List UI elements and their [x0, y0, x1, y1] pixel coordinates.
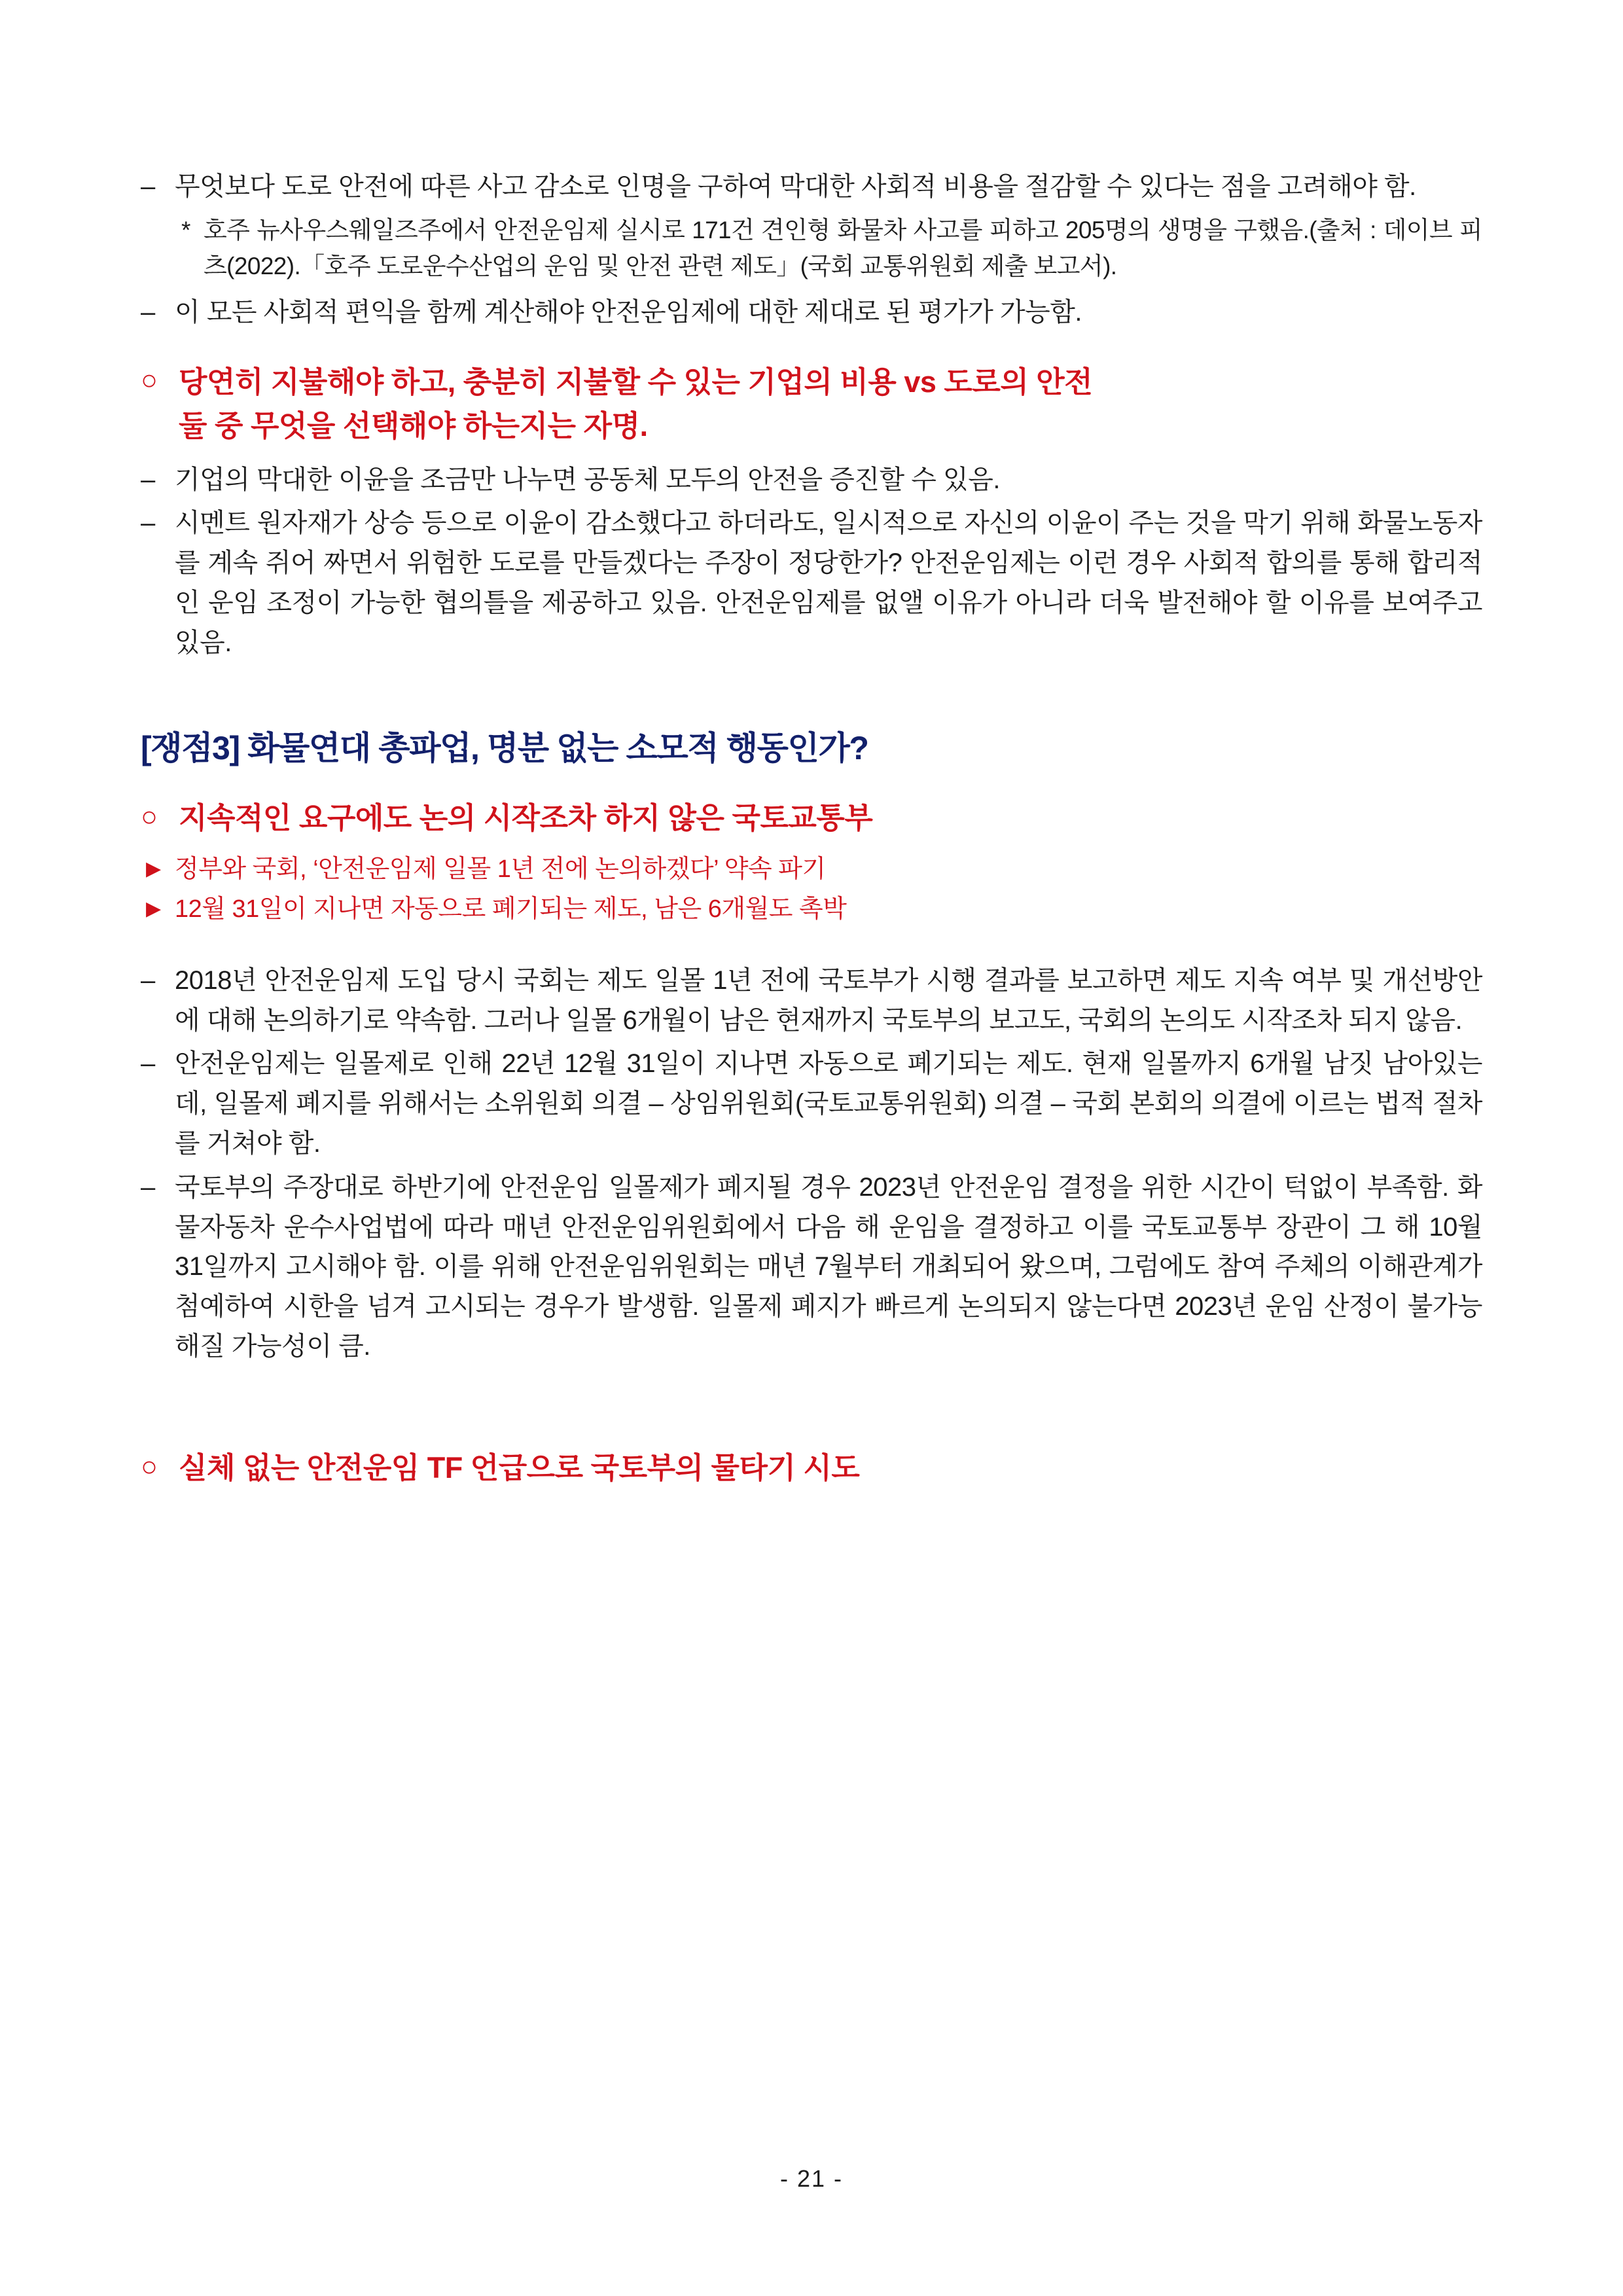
list-item — [141, 167, 1482, 207]
highlight-item — [146, 851, 1482, 888]
list-item — [141, 961, 1482, 1041]
list-item — [141, 460, 1482, 500]
page-number: - 21 - — [779, 2165, 844, 2192]
heading-tf-mention — [141, 1446, 1482, 1489]
heading-cost-vs-safety — [141, 360, 1482, 448]
dash-marker: – — [141, 1049, 155, 1079]
triangle-icon: ▶ — [146, 897, 161, 920]
footnote-text: 호주 뉴사우스웨일즈주에서 안전운임제 실시로 171건 견인형 화물차 사고를 피하고 205명의 생명을 구했음.(출처 : 데이브 피츠(2022).「호주 도로운수산업의 운임 및 안전 관련 제도」(국회 교통위원회 제출 보고서). — [204, 216, 1482, 280]
circle-marker: ○ — [141, 800, 158, 833]
list-item — [141, 1044, 1482, 1163]
heading-line-1: 당연히 지불해야 하고, 충분히 지불할 수 있는 기업의 비용 vs 도로의 안전 — [179, 365, 1093, 399]
highlight-text: 12월 31일이 지나면 자동으로 폐기되는 제도, 남은 6개월도 촉박 — [175, 895, 847, 923]
list-item-text: 기업의 막대한 이윤을 조금만 나누면 공동체 모두의 안전을 증진할 수 있음. — [175, 465, 1000, 494]
dash-marker: – — [141, 297, 155, 327]
dash-marker: – — [141, 465, 155, 494]
list-item-text: 무엇보다 도로 안전에 따른 사고 감소로 인명을 구하여 막대한 사회적 비용을 절감할 수 있다는 점을 고려해야 함. — [175, 172, 1416, 201]
heading-no-discussion — [141, 797, 1482, 839]
asterisk-marker: * — [181, 216, 190, 243]
dash-marker: – — [141, 509, 155, 538]
list-item — [141, 1168, 1482, 1367]
list-item-text: 시멘트 원자재가 상승 등으로 이윤이 감소했다고 하더라도, 일시적으로 자신의 이윤이 주는 것을 막기 위해 화물노동자를 계속 쥐어 짜면서 위험한 도로를 만들겠다는 주장이 정당한가? 안전운임제는 이런 경우 사회적 합의를 통해 합리적인 운임 조정이 가능한 협의틀을 제공하고 있음. 안전운임제를 없앨 이유가 아니라 더욱 발전해야 할 이유를 보여주고 있음. — [175, 509, 1482, 657]
list-item-text: 안전운임제는 일몰제로 인해 22년 12월 31일이 지나면 자동으로 폐기되는 제도. 현재 일몰까지 6개월 남짓 남아있는데, 일몰제 폐지를 위해서는 소위원회 의결 – 상임위원회(국토교통위원회) 의결 – 국회 본회의 의결에 이르는 법적 절차를 거쳐야 함. — [175, 1049, 1482, 1158]
list-item — [141, 293, 1482, 332]
heading-text: 지속적인 요구에도 논의 시작조차 하지 않은 국토교통부 — [179, 800, 873, 834]
heading-line-2: 둘 중 무엇을 선택해야 하는지는 자명. — [179, 409, 648, 443]
highlight-item — [146, 891, 1482, 928]
dash-marker: – — [141, 172, 155, 201]
heading-text-wrapper — [179, 360, 1482, 448]
circle-marker: ○ — [141, 364, 158, 396]
list-item-text: 국토부의 주장대로 하반기에 안전운임 일몰제가 폐지될 경우 2023년 안전운임 결정을 위한 시간이 턱없이 부족함. 화물자동차 운수사업법에 따라 매년 안전운임위원회에서 다음 해 운임을 결정하고 이를 국토교통부 장관이 그 해 10월 31일까지 고시해야 함. 이를 위해 안전운임위원회는 매년 7월부터 개최되어 왔으며, 그럼에도 참여 주체의 이해관계가 첨예하여 시한을 넘겨 고시되는 경우가 발생함. 일몰제 폐지가 빠르게 논의되지 않는다면 2023년 운임 산정이 불가능해질 가능성이 큼. — [175, 1172, 1482, 1361]
footnote-item — [181, 212, 1482, 285]
list-item — [141, 503, 1482, 662]
section-title-issue3: [쟁점3] 화물연대 총파업, 명분 없는 소모적 행동인가? — [141, 729, 868, 766]
dash-marker: – — [141, 1172, 155, 1202]
circle-marker: ○ — [141, 1450, 158, 1482]
heading-text: 실체 없는 안전운임 TF 언급으로 국토부의 물타기 시도 — [179, 1450, 860, 1484]
list-item-text: 2018년 안전운임제 도입 당시 국회는 제도 일몰 1년 전에 국토부가 시행 결과를 보고하면 제도 지속 여부 및 개선방안에 대해 논의하기로 약속함. 그러나 일몰 6개월이 남은 현재까지 국토부의 보고도, 국회의 논의도 시작조차 되지 않음. — [175, 965, 1482, 1035]
highlight-text: 정부와 국회, ‘안전운임제 일몰 1년 전에 논의하겠다’ 약속 파기 — [175, 855, 826, 883]
triangle-icon: ▶ — [146, 857, 161, 880]
list-item-text: 이 모든 사회적 편익을 함께 계산해야 안전운임제에 대한 제대로 된 평가가 가능함. — [175, 297, 1082, 327]
dash-marker: – — [141, 965, 155, 995]
